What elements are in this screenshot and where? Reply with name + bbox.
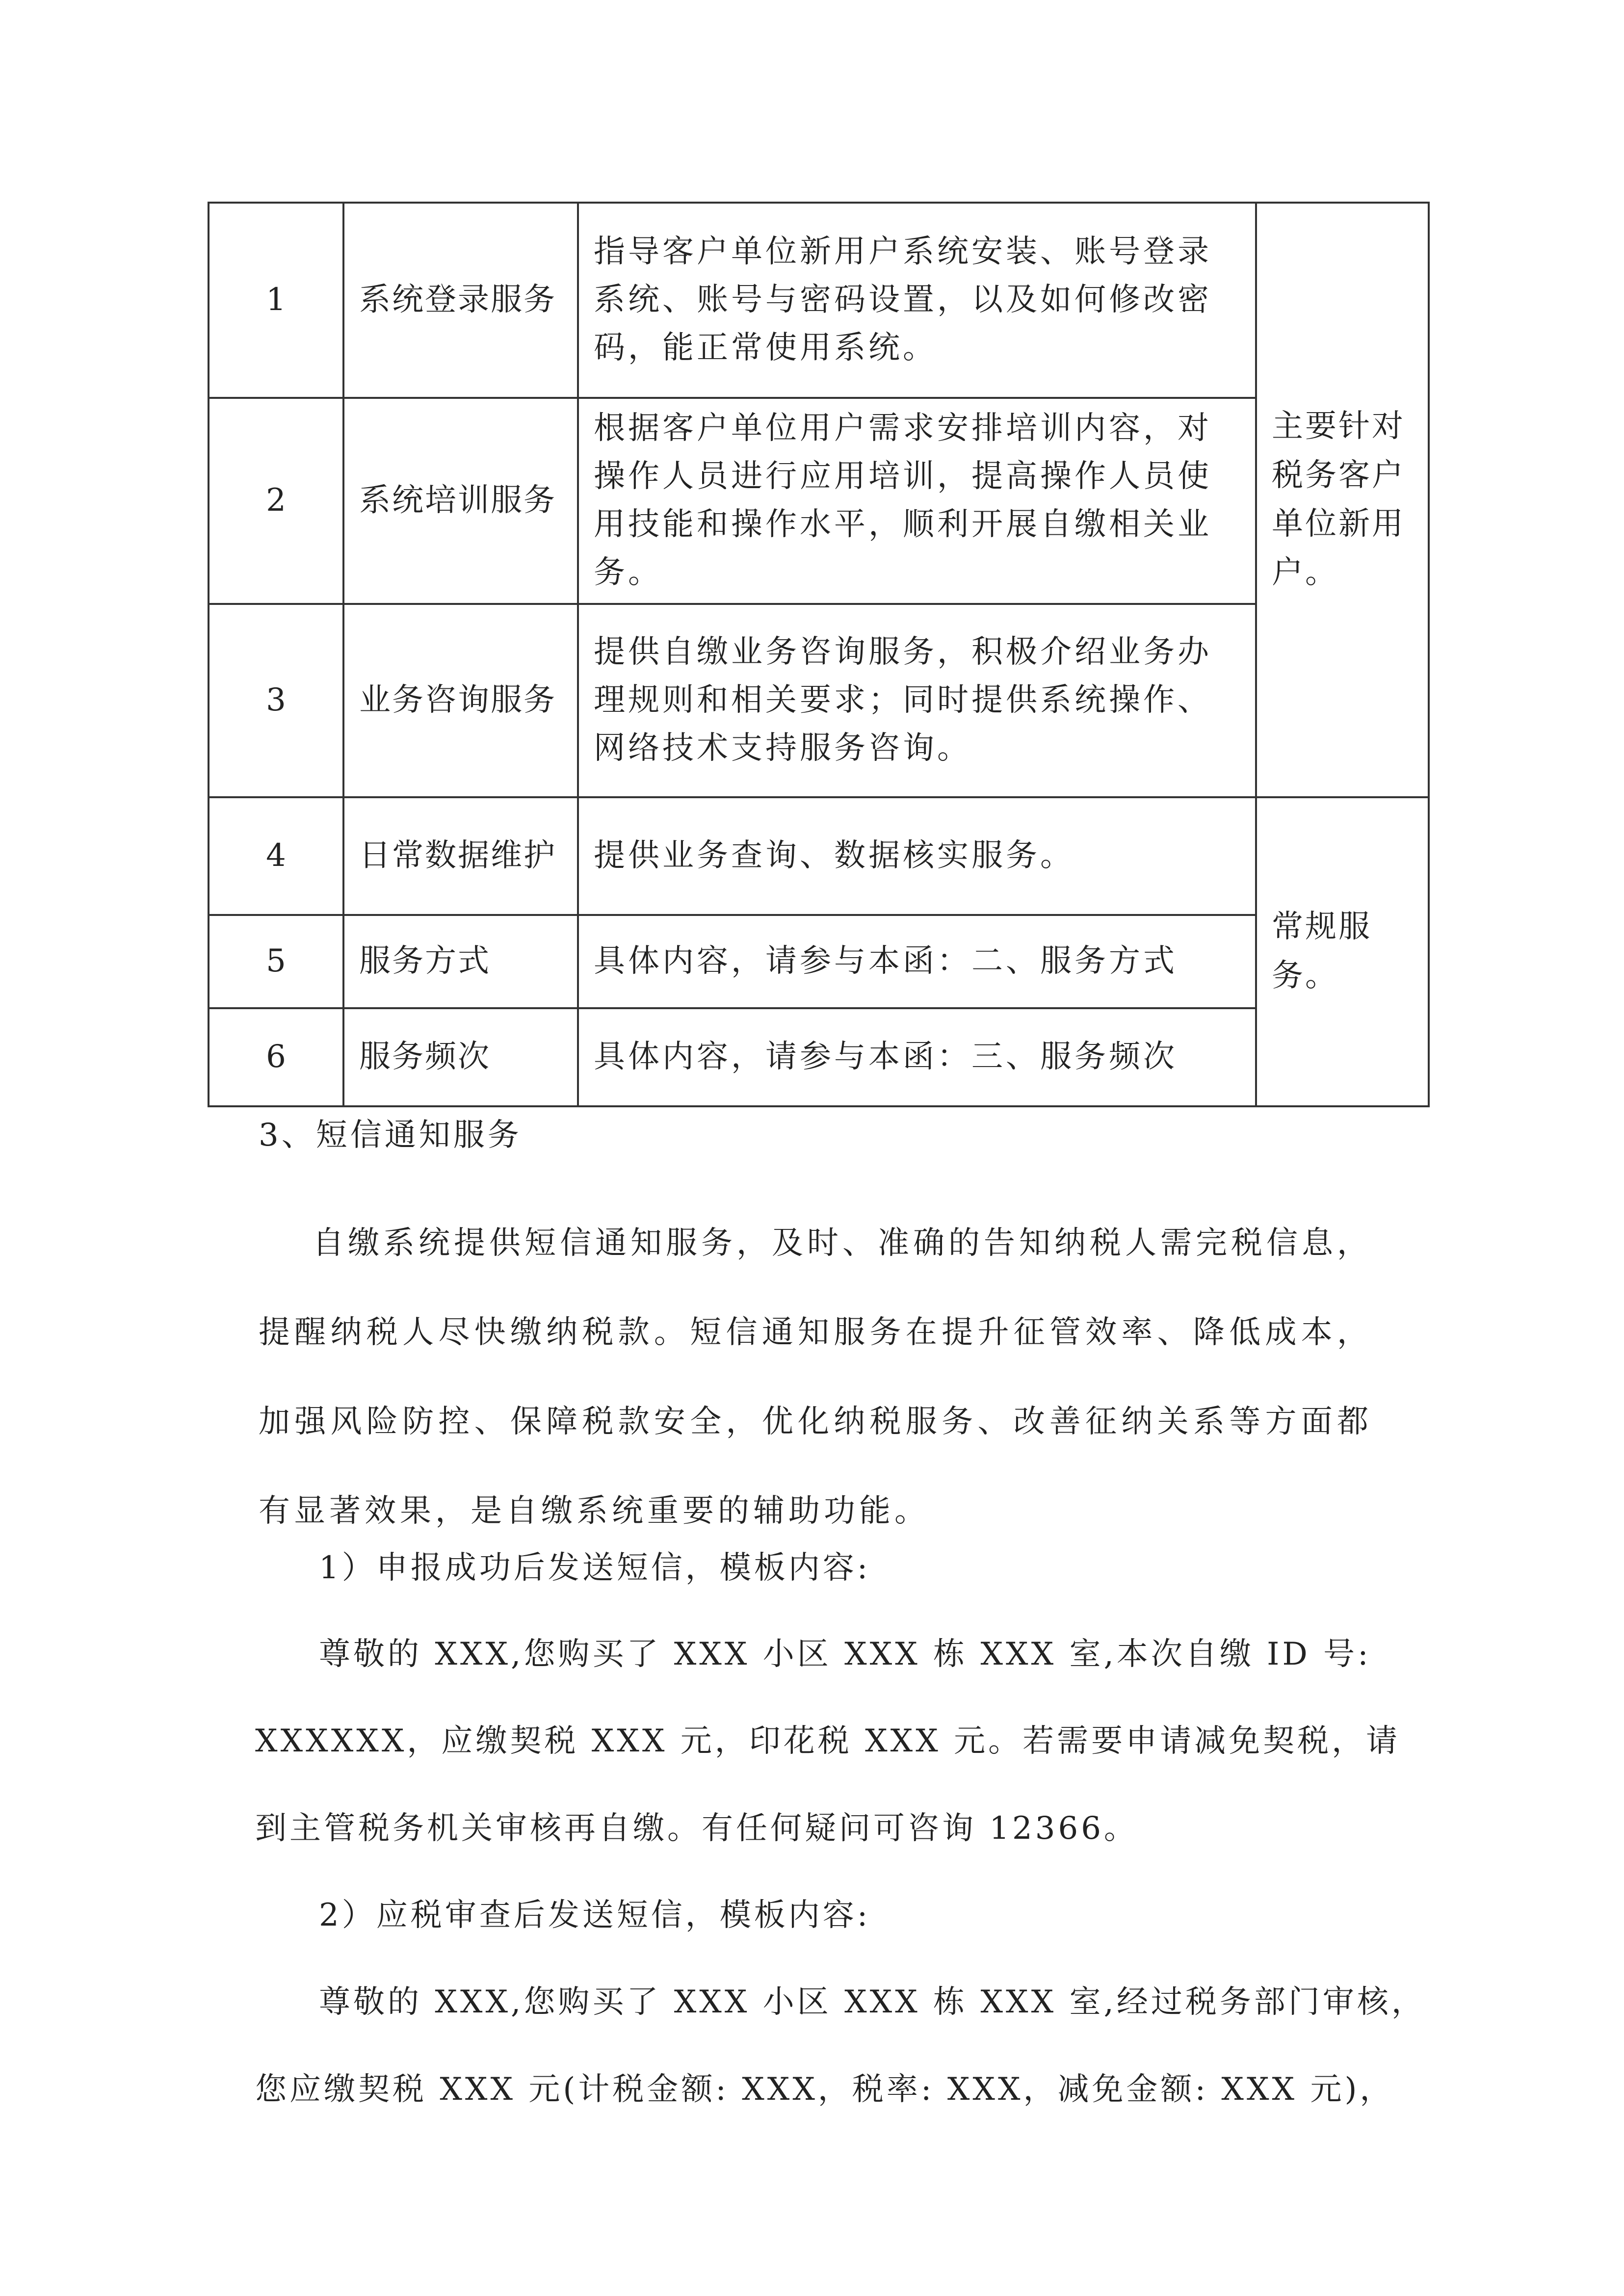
intro-paragraph: 自缴系统提供短信通知服务，及时、准确的告知纳税人需完税信息，提醒纳税人尽快缴纳税款。短信通知服务在提升征管效率、降低成本，加强风险防控、保障税款安全，优化纳税服务、改善征纳关系等方面都有显著效果，是自缴系统重要的辅助功能。 <box>259 1225 1372 1529</box>
item2-title: 2）应税审查后发送短信，模板内容: <box>319 1897 871 1933</box>
service-item: 服务频次 <box>343 1008 578 1106</box>
table-row <box>209 1008 1429 1106</box>
item1-line3: 到主管税务机关审核再自缴。有任何疑问可咨询 12366。 <box>255 1810 1138 1847</box>
row-number: 5 <box>209 915 343 1008</box>
service-content: 具体内容，请参与本函：三、服务频次 <box>578 1008 1256 1106</box>
table-row <box>209 797 1429 915</box>
service-content: 指导客户单位新用户系统安装、账号登录系统、账号与密码设置，以及如何修改密码，能正常使用系统。 <box>578 203 1256 398</box>
row-number: 2 <box>209 398 343 604</box>
item1-line2: XXXXXX，应缴契税 XXX 元，印花税 XXX 元。若需要申请减免契税，请 <box>255 1723 1401 1759</box>
service-item: 系统登录服务 <box>343 203 578 398</box>
table-row <box>209 915 1429 1008</box>
service-item: 日常数据维护 <box>343 797 578 915</box>
service-item: 服务方式 <box>343 915 578 1008</box>
service-content: 提供自缴业务咨询服务，积极介绍业务办理规则和相关要求；同时提供系统操作、网络技术支持服务咨询。 <box>578 604 1256 797</box>
item2-line1: 尊敬的 XXX,您购买了 XXX 小区 XXX 栋 XXX 室,经过税务部门审核， <box>319 1984 1426 2020</box>
item1-title: 1）申报成功后发送短信，模板内容: <box>319 1550 871 1586</box>
item1-line1: 尊敬的 XXX,您购买了 XXX 小区 XXX 栋 XXX 室,本次自缴 ID 号: <box>319 1636 1371 1672</box>
table-row <box>209 398 1429 604</box>
service-content: 具体内容，请参与本函：二、服务方式 <box>578 915 1256 1008</box>
service-item: 业务咨询服务 <box>343 604 578 797</box>
row-number: 4 <box>209 797 343 915</box>
table-row <box>209 203 1429 398</box>
row-number: 1 <box>209 203 343 398</box>
service-item: 系统培训服务 <box>343 398 578 604</box>
remark-text: 主要针对税务客户单位新用户。 <box>1272 408 1405 591</box>
remark-regular <box>1256 797 1429 1106</box>
row-number: 3 <box>209 604 343 797</box>
remark-text: 常规服务。 <box>1272 909 1372 994</box>
service-content: 根据客户单位用户需求安排培训内容，对操作人员进行应用培训，提高操作人员使用技能和操作水平，顺利开展自缴相关业务。 <box>578 398 1256 604</box>
row-number: 6 <box>209 1008 343 1106</box>
service-table <box>208 202 1430 1107</box>
section-heading: 3、短信通知服务 <box>259 1117 522 1153</box>
remark-new-users <box>1256 203 1429 797</box>
service-content: 提供业务查询、数据核实服务。 <box>578 797 1256 915</box>
table-row <box>209 604 1429 797</box>
item2-line2: 您应缴契税 XXX 元(计税金额: XXX，税率: XXX，减免金额: XXX 元)， <box>255 2071 1394 2108</box>
